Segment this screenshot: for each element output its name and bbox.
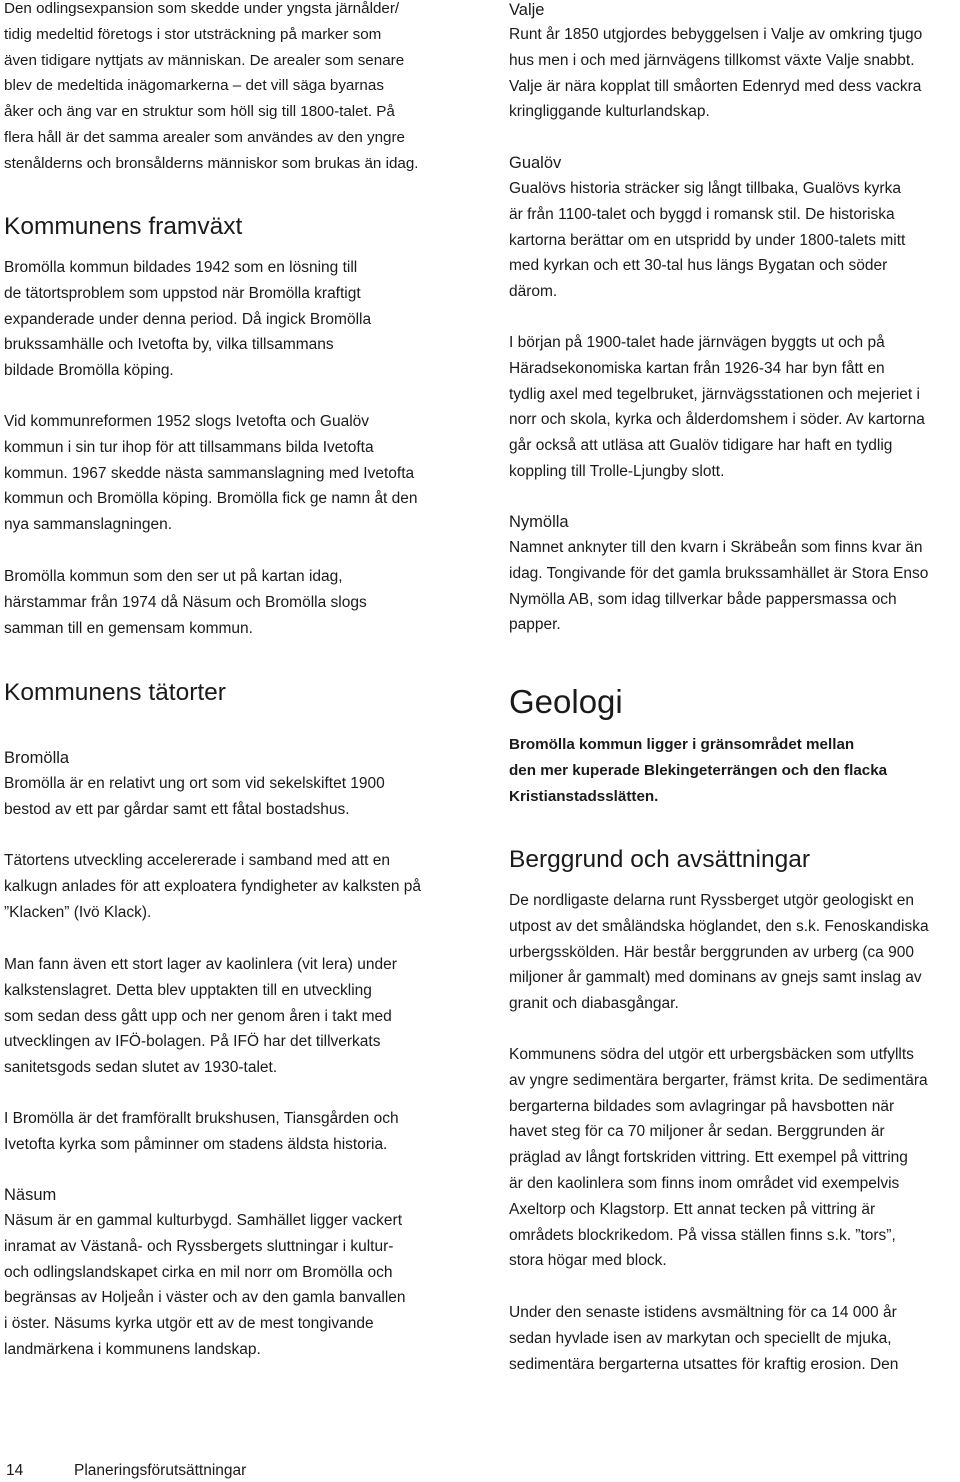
valje-paragraph-1: Runt år 1850 utgjordes bebyggelsen i Valje av omkring tjugo hus men i och med järnvägens tillkomst växte Valje snabbt. Valje är nära kopplat till småorten Edenryd med dess vackra kringliggande kulturlandskap. bbox=[509, 26, 923, 121]
gualov-paragraph-1: Gualövs historia sträcker sig långt tillbaka, Gualövs kyrka är från 1100-talet och byggd i romansk stil. De historiska kartorna berättar om en utspridd by under 1800-talets mitt med kyrkan och ett 30-tal hus längs Bygatan och söder därom. bbox=[509, 180, 906, 301]
bromolla-paragraph-2: Tätortens utveckling accelererade i samband med att en kalkugn anlades för att exploatera fyndigheter av kalksten på ”Klacken” (Ivö Klack). bbox=[4, 852, 422, 921]
bromolla-paragraph-4: I Bromölla är det framförallt brukshusen, Tiansgården och Ivetofta kyrka som påminner om stadens äldsta historia. bbox=[4, 1110, 399, 1153]
subheading-nymolla: Nymölla bbox=[509, 513, 569, 531]
nasum-paragraph-1: Näsum är en gammal kulturbygd. Samhället ligger vackert inramat av Västanå- och Ryssbergets sluttningar i kultur- och odlingslandskapet cirka en mil norr om Bromölla och begränsas av Holjeån i väster och av den gamla banvallen i öster. Näsums kyrka utgör ett av de mest tongivande landmärkena i kommunens landskap. bbox=[4, 1212, 406, 1358]
nymolla-paragraph-1: Namnet anknyter till den kvarn i Skräbeån som finns kvar än idag. Tongivande för det gamla brukssamhället är Stora Enso Nymölla AB, som idag tillverkar både pappersmassa och papper. bbox=[509, 539, 929, 634]
gualov-paragraph-2: I början på 1900-talet hade järnvägen byggts ut och på Häradsekonomiska kartan från 1926-34 har byn fått en tydlig axel med tegelbruket, järnvägsstationen och mejeriet i norr och skola, kyrka och ålderdomshem i söder. Av kartorna går också att utläsa att Gualöv tidigare har haft en tydlig koppling till Trolle-Ljungby slott. bbox=[509, 334, 925, 480]
berggrund-paragraph-2: Kommunens södra del utgör ett urbergsbäcken som utfyllts av yngre sedimentära bergarter, främst krita. De sedimentära bergarterna bildades som avlagringar på havsbotten när havet steg för ca 70 miljoner år sedan. Berggrunden är präglad av långt fortskriden vittring. Ett exempel på vittring är den kaolinlera som finns inom området vid exempelvis Axeltorp och Klagstorp. Ett annat tecken på vittring är områdets blockrikedom. På vissa ställen finns s.k. ”tors”, stora högar med block. bbox=[509, 1046, 928, 1270]
section-heading-kommunens-framvaxt: Kommunens framväxt bbox=[4, 213, 243, 240]
berggrund-paragraph-1: De nordligaste delarna runt Ryssberget utgör geologiskt en utpost av det småländska höglandet, den s.k. Fenoskandiska urbergsskölden. Här består berggrunden av urberg (ca 900 miljoner år gammalt) med dominans av gnejs samt inslag av granit och diabasgångar. bbox=[509, 892, 929, 1013]
bromolla-paragraph-3: Man fann även ett stort lager av kaolinlera (vit lera) under kalkstenslagret. Detta blev upptakten till en utveckling som sedan dess gått upp och ner genom åren i takt med utvecklingen av IFÖ-bolagen. På IFÖ har det tillverkats sanitetsgods sedan slutet av 1930-talet. bbox=[4, 956, 397, 1077]
footer-title: Planeringsförutsättningar bbox=[74, 1462, 247, 1479]
framvaxt-paragraph-3: Bromölla kommun som den ser ut på kartan idag, härstammar från 1974 då Näsum och Bromölla slogs samman till en gemensam kommun. bbox=[4, 568, 367, 637]
framvaxt-paragraph-1: Bromölla kommun bildades 1942 som en lösning till de tätortsproblem som uppstod när Bromölla kraftigt expanderade under denna period. Då ingick Bromölla brukssamhälle och Ivetofta by, vilka tillsammans bildade Bromölla köping. bbox=[4, 259, 372, 380]
berggrund-paragraph-3: Under den senaste istidens avsmältning för ca 14 000 år sedan hyvlade isen av markytan och speciellt de mjuka, sedimentära bergarterna utsattes för kraftig erosion. Den bbox=[509, 1304, 899, 1373]
framvaxt-paragraph-2: Vid kommunreformen 1952 slogs Ivetofta och Gualöv kommun i sin tur ihop för att tillsammans bilda Ivetofta kommun. 1967 skedde nästa sammanslagning med Ivetofta kommun och Bromölla köping. Bromölla fick ge namn åt den nya sammanslagningen. bbox=[4, 413, 418, 534]
subheading-gualov: Gualöv bbox=[509, 154, 562, 172]
subheading-nasum: Näsum bbox=[4, 1186, 57, 1204]
subheading-bromolla: Bromölla bbox=[4, 749, 70, 767]
subheading-valje: Valje bbox=[509, 1, 545, 19]
section-heading-kommunens-tatorter: Kommunens tätorter bbox=[4, 679, 226, 706]
section-heading-berggrund: Berggrund och avsättningar bbox=[509, 846, 810, 873]
bromolla-paragraph-1: Bromölla är en relativt ung ort som vid sekelskiftet 1900 bestod av ett par gårdar samt ett fåtal bostadshus. bbox=[4, 775, 385, 818]
section-heading-geologi: Geologi bbox=[509, 683, 623, 720]
geologi-lead-paragraph: Bromölla kommun ligger i gränsområdet mellan den mer kuperade Blekingeterrängen och den flacka Kristianstadsslätten. bbox=[509, 736, 888, 805]
page-number: 14 bbox=[6, 1462, 24, 1479]
intro-paragraph: Den odlingsexpansion som skedde under yngsta järnålder/ tidig medeltid företogs i stor utsträckning på marker som även tidigare nyttjats av människan. De arealer som senare blev de medeltida inägomarkerna – det vill säga byarnas åker och äng var en struktur som höll sig till 1800-talet. På flera håll är det samma arealer som användes av den yngre stenålderns och bronsålderns människor som brukas än idag. bbox=[4, 0, 419, 172]
